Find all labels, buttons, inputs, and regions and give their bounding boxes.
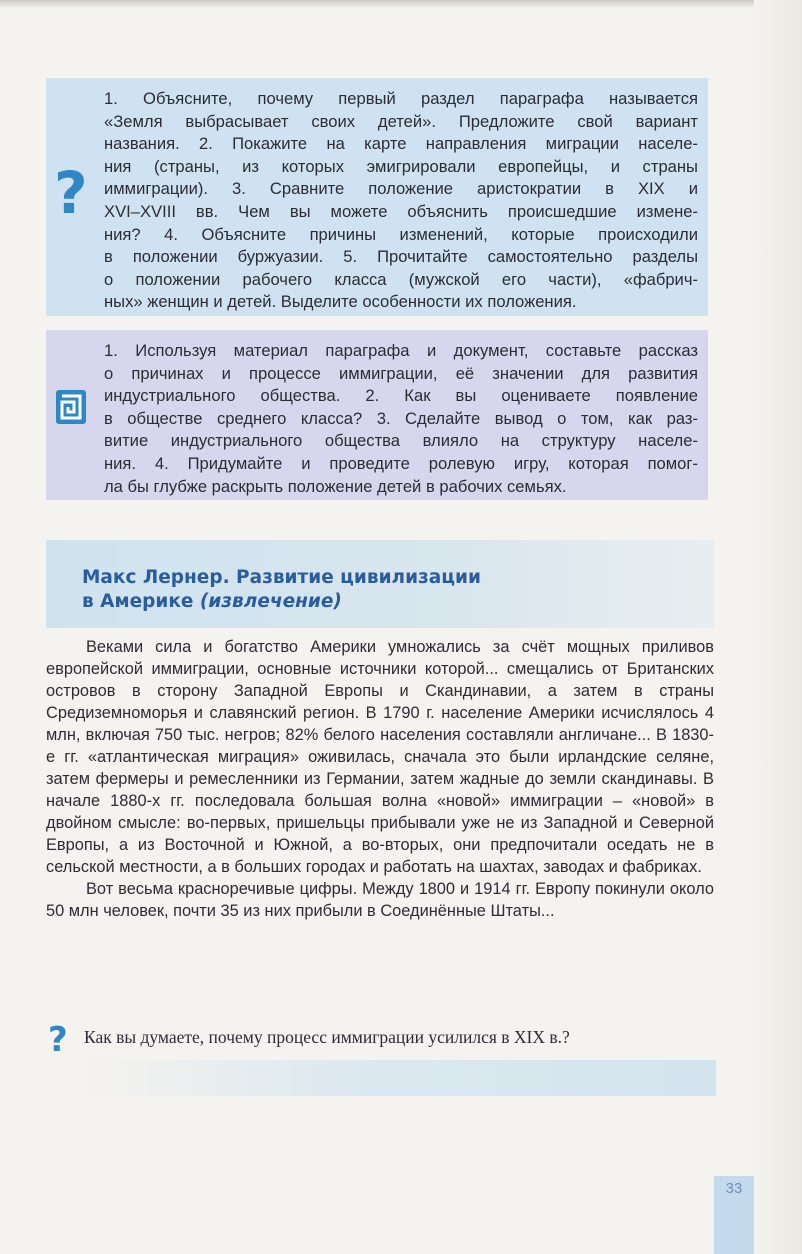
questions-line: в положении буржуазии. 5. Прочитайте самостоятельно разделы — [104, 247, 698, 267]
document-title-line2 — [82, 590, 642, 614]
page-right-margin — [754, 0, 802, 1254]
tasks-line: в обществе среднего класса? 3. Сделайте вывод о том, как раз- — [104, 408, 698, 428]
tasks-box — [46, 330, 708, 500]
tasks-line: индустриального общества. 2. Как вы оцениваете появление — [104, 386, 698, 406]
questions-line: 1. Объясните, почему первый раздел параграфа называется — [104, 89, 698, 108]
questions-text — [104, 88, 698, 314]
page-top-edge — [0, 0, 802, 8]
tasks-text — [104, 340, 698, 498]
questions-box — [46, 78, 708, 316]
document-title-part: в Америке — [82, 591, 200, 612]
meander-task-icon — [56, 390, 86, 424]
questions-line: XVI–XVIII вв. Чем вы можете объяснить происшедшие измене- — [104, 201, 698, 221]
question-mark-icon: ? — [54, 159, 88, 227]
document-title — [82, 566, 642, 614]
bottom-question-text: Как вы думаете, почему процесс иммиграции усилился в XIX в.? — [84, 1027, 570, 1047]
questions-line: названия. 2. Покажите на карте направления миграции населе- — [104, 134, 698, 154]
document-title-italic: (извлечение) — [199, 591, 342, 612]
tasks-line: о причинах и процессе иммиграции, её значении для развития — [104, 363, 698, 383]
questions-line: ния? 4. Объясните причины изменений, которые происходили — [104, 224, 698, 244]
bottom-question — [46, 1020, 714, 1094]
questions-line: ных» женщин и детей. Выделите особенности их положения. — [104, 292, 577, 312]
tasks-line: витие индустриального общества влияло на структуру населе- — [104, 431, 698, 451]
document-body — [46, 636, 714, 922]
tasks-line: ния. 4. Придумайте и проведите ролевую игру, которая помог- — [104, 453, 698, 473]
questions-line: иммиграции). 3. Сравните положение аристократии в XIX и — [104, 179, 698, 199]
document-paragraph-2: Вот весьма красноречивые цифры. Между 1800 и 1914 гг. Европу покинули около 50 млн человек, почти 35 из них прибыли в Соединённые Штаты... — [46, 880, 714, 920]
questions-line: ния (страны, из которых эмигрировали европейцы, и страны — [104, 156, 698, 176]
questions-line: о положении рабочего класса (мужской его части), «фабрич- — [104, 269, 698, 289]
tasks-line: ла бы глубже раскрыть положение детей в рабочих семьях. — [104, 476, 567, 496]
document-title-line1: Макс Лернер. Развитие цивилизации — [82, 567, 481, 588]
page-number: 33 — [725, 1180, 743, 1197]
tasks-line: 1. Используя материал параграфа и документ, составьте рассказ — [104, 341, 698, 360]
questions-line: «Земля выбрасывает своих детей». Предложите свой вариант — [104, 111, 698, 131]
document-paragraph-1: Веками сила и богатство Америки умножались за счёт мощных приливов европейской иммиграции, основные источники которой... смещались от Британских островов в сторону Западной Европы и Скандинавии, а затем в страны Средиземноморья и славянский регион. В 1790 г. население Америки исчислялось 4 млн, включая 750 тыс. негров; 82% белого населения составляли англичане... В 1830-е гг. «атлантическая миграция» оживилась, сначала это были ирландские селяне, затем фермеры и ремесленники из Германии, затем жадные до земли скандинавы. В начале 1880-х гг. последовала большая волна «новой» иммиграции – «новой» в двойном смысле: во-первых, пришельцы прибывали уже не из Западной и Северной Европы, а из Восточной и Южной, а во-вторых, они предпочитали оседать не в сельской местности, а в больших городах и работать на шахтах, заводах и фабриках. — [46, 638, 714, 876]
question-mark-icon: ? — [48, 1020, 68, 1060]
